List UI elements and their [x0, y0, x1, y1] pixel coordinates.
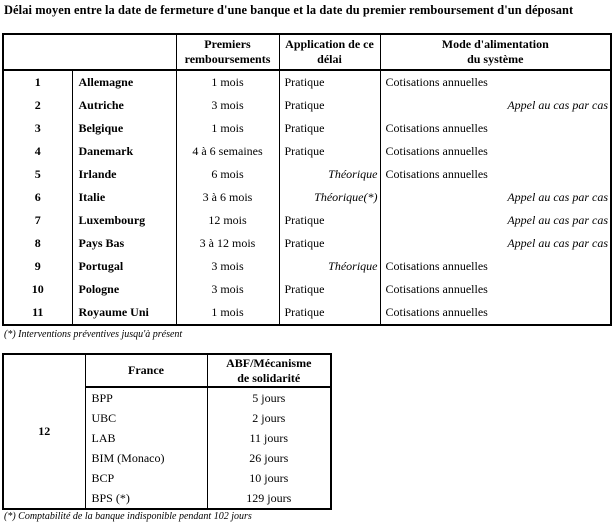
- row-number: 7: [34, 213, 41, 227]
- application-cell: Pratique: [279, 117, 380, 140]
- mode-cell: Cotisations annuelles: [380, 301, 611, 325]
- country-cell: Luxembourg: [72, 209, 176, 232]
- application-cell: Pratique: [279, 278, 380, 301]
- table-row: [3, 209, 611, 232]
- country-cell: Royaume Uni: [72, 301, 176, 325]
- header-line: du système: [467, 52, 524, 66]
- france-table: [2, 353, 332, 510]
- delay-cell: 3 à 12 mois: [176, 232, 279, 255]
- country-cell: France: [85, 354, 207, 387]
- delay-cell: 6 mois: [176, 163, 279, 186]
- country-cell: Pologne: [72, 278, 176, 301]
- footnote-interventions: (*) Interventions préventives jusqu'à présent: [4, 329, 183, 340]
- delay-cell: 1 mois: [176, 70, 279, 94]
- country-cell: Italie: [72, 186, 176, 209]
- table-row: [3, 140, 611, 163]
- table-row: [3, 301, 611, 325]
- header-line: délai: [317, 52, 342, 66]
- row-number: 9: [34, 259, 41, 273]
- delay-cell: 2 jours: [207, 408, 331, 428]
- delay-cell: 11 jours: [207, 428, 331, 448]
- table-row: [3, 117, 611, 140]
- mode-cell: Cotisations annuelles: [380, 278, 611, 301]
- table-row: [3, 255, 611, 278]
- header-line: Mode d'alimentation: [441, 37, 549, 51]
- row-number: 10: [31, 282, 44, 296]
- row-number: 8: [34, 236, 41, 250]
- col-header-premiers: [176, 34, 279, 70]
- delay-cell: 3 mois: [176, 278, 279, 301]
- country-cell: Allemagne: [72, 70, 176, 94]
- bank-cell: LAB: [85, 428, 207, 448]
- delay-cell: 3 mois: [176, 255, 279, 278]
- delay-cell: 3 mois: [176, 94, 279, 117]
- page-title: Délai moyen entre la date de fermeture d'une banque et la date du premier remboursement d'un déposant: [4, 3, 574, 17]
- delay-cell: 1 mois: [176, 117, 279, 140]
- bank-cell: BIM (Monaco): [85, 448, 207, 468]
- row-number: 1: [34, 75, 41, 89]
- delay-cell: 129 jours: [207, 488, 331, 509]
- row-number: 5: [34, 167, 41, 181]
- delay-cell: 12 mois: [176, 209, 279, 232]
- delay-cell: 26 jours: [207, 448, 331, 468]
- row-number: 3: [34, 121, 41, 135]
- country-cell: Portugal: [72, 255, 176, 278]
- delay-cell: 4 à 6 semaines: [176, 140, 279, 163]
- mode-cell: Cotisations annuelles: [380, 70, 611, 94]
- delay-cell: 1 mois: [176, 301, 279, 325]
- delay-cell: 3 à 6 mois: [176, 186, 279, 209]
- empty-header-cell: [3, 34, 176, 70]
- delays-table: [2, 33, 612, 326]
- mode-cell: Appel au cas par cas: [380, 186, 611, 209]
- country-cell: Belgique: [72, 117, 176, 140]
- table-header-row: [3, 34, 611, 70]
- header-line: Application de ce: [285, 37, 374, 51]
- col-header-abf: [207, 354, 331, 387]
- table-row: [3, 163, 611, 186]
- country-cell: Pays Bas: [72, 232, 176, 255]
- table-row: [3, 232, 611, 255]
- application-cell: Pratique: [279, 209, 380, 232]
- header-line: remboursements: [184, 52, 271, 66]
- header-line: ABF/Mécanisme: [226, 355, 312, 370]
- header-line: de solidarité: [237, 370, 301, 385]
- delay-cell: 5 jours: [207, 387, 331, 408]
- application-cell: Pratique: [279, 70, 380, 94]
- mode-cell: Appel au cas par cas: [380, 94, 611, 117]
- bank-cell: BPP: [85, 387, 207, 408]
- country-cell: Danemark: [72, 140, 176, 163]
- application-cell: Pratique: [279, 140, 380, 163]
- table-row: [3, 186, 611, 209]
- application-cell: Théorique: [279, 255, 380, 278]
- row-number: 6: [34, 190, 41, 204]
- row-number: 4: [34, 144, 41, 158]
- mode-cell: Cotisations annuelles: [380, 255, 611, 278]
- bank-cell: BCP: [85, 468, 207, 488]
- bank-cell: BPS (*): [85, 488, 207, 509]
- mode-cell: Cotisations annuelles: [380, 163, 611, 186]
- table-row: [3, 70, 611, 94]
- application-cell: Pratique: [279, 301, 380, 325]
- table-row: [3, 94, 611, 117]
- application-cell: Pratique: [279, 232, 380, 255]
- france-header-row: [3, 354, 331, 387]
- mode-cell: Appel au cas par cas: [380, 232, 611, 255]
- row-number: 11: [32, 305, 44, 319]
- application-cell: Théorique: [279, 163, 380, 186]
- row-number: 2: [34, 98, 41, 112]
- delay-cell: 10 jours: [207, 468, 331, 488]
- country-cell: Irlande: [72, 163, 176, 186]
- mode-cell: Cotisations annuelles: [380, 140, 611, 163]
- bank-cell: UBC: [85, 408, 207, 428]
- application-cell: Théorique(*): [279, 186, 380, 209]
- application-cell: Pratique: [279, 94, 380, 117]
- country-cell: Autriche: [72, 94, 176, 117]
- mode-cell: Cotisations annuelles: [380, 117, 611, 140]
- header-line: Premiers: [204, 37, 251, 51]
- table-row: [3, 278, 611, 301]
- col-header-application: [279, 34, 380, 70]
- row-number: 12: [38, 424, 51, 438]
- mode-cell: Appel au cas par cas: [380, 209, 611, 232]
- col-header-mode: [380, 34, 611, 70]
- footnote-comptabilite: (*) Comptabilité de la banque indisponible pendant 102 jours: [4, 511, 252, 522]
